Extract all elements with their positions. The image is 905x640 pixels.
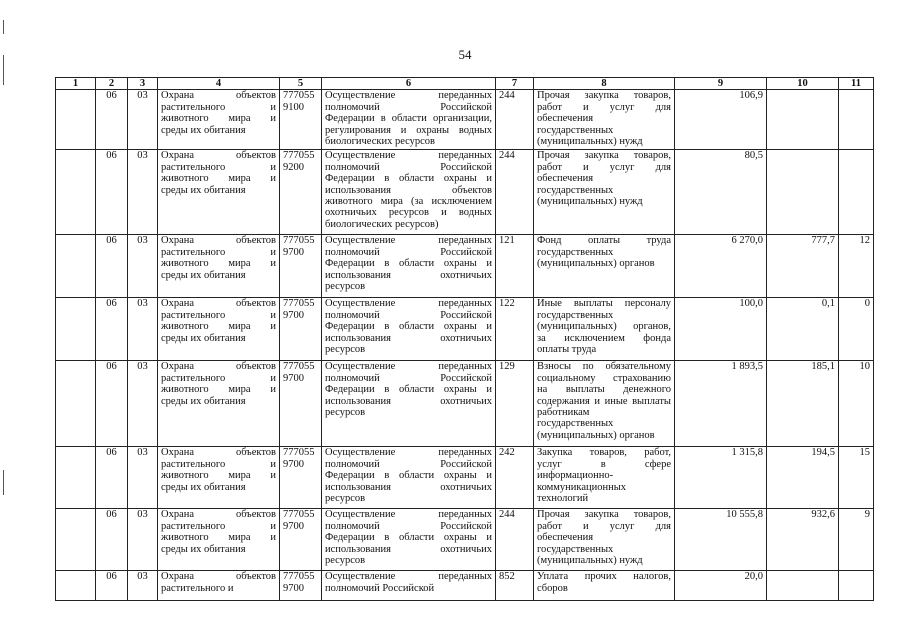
cell-subsection-name (158, 361, 280, 447)
cell-section: 06 (96, 361, 128, 447)
cell-amount-plan: 100,0 (675, 298, 767, 361)
cell-percent (839, 90, 874, 150)
cell-line: 9100 (283, 101, 304, 113)
cell-line: ресурсов (325, 493, 366, 505)
cell-percent (839, 150, 874, 235)
cell-line: использования охотничьих (325, 481, 492, 493)
cell-line: Охрана объектов (161, 90, 276, 102)
cell-line: 9700 (283, 246, 304, 258)
cell-line: государственных (537, 543, 614, 555)
cell-line: коммуникационных (537, 481, 627, 493)
cell-line: Федерации в области охраны и (325, 321, 492, 333)
page-number: 54 (458, 47, 472, 62)
table-row (56, 509, 874, 571)
cell-col1 (56, 235, 96, 298)
cell-line: использования охотничьих (325, 395, 492, 407)
cell-subsection-name (158, 235, 280, 298)
cell-line: растительного и (161, 161, 276, 173)
cell-line: обеспечения (537, 173, 594, 185)
cell-section: 06 (96, 298, 128, 361)
cell-line: 9700 (283, 520, 304, 532)
cell-line: полномочий Российской (325, 246, 492, 258)
cell-line: сборов (537, 582, 568, 594)
cell-line: государственных (537, 246, 614, 258)
cell-line: Осуществление переданных (325, 361, 492, 373)
cell-line: работ и услуг для (537, 520, 671, 532)
cell-line: ресурсов (325, 281, 366, 293)
cell-subsection: 03 (128, 509, 158, 571)
cell-line: животного мира и (161, 384, 276, 396)
cell-amount-plan: 20,0 (675, 571, 767, 601)
cell-line: животного мира (за исключением (325, 196, 492, 208)
cell-line: Федерации в области охраны и (325, 258, 492, 270)
cell-expense-type: 244 (496, 509, 534, 571)
cell-subsection: 03 (128, 90, 158, 150)
cell-expense-name (534, 361, 675, 447)
cell-line: Взносы по обязательному (537, 361, 671, 373)
cell-col1 (56, 150, 96, 235)
cell-line: растительного и (161, 582, 234, 594)
table-row (56, 298, 874, 361)
cell-amount-plan: 106,9 (675, 90, 767, 150)
column-header-6: 6 (322, 78, 496, 90)
cell-amount-actual (767, 571, 839, 601)
cell-subsection-name (158, 150, 280, 235)
cell-expense-type: 122 (496, 298, 534, 361)
cell-line: животного мира и (161, 173, 276, 185)
cell-line: 777055 (283, 235, 315, 247)
column-header-8: 8 (534, 78, 675, 90)
cell-line: Прочая закупка товаров, (537, 509, 671, 521)
column-header-11: 11 (839, 78, 874, 90)
cell-line: 9700 (283, 372, 304, 384)
cell-section: 06 (96, 447, 128, 509)
cell-subsection-name (158, 447, 280, 509)
cell-line: Осуществление переданных (325, 298, 492, 310)
cell-line: полномочий Российской (325, 458, 492, 470)
table-row (56, 150, 874, 235)
cell-line: полномочий Российской (325, 520, 492, 532)
cell-line: (муниципальных) нужд (537, 555, 643, 567)
cell-line: 777055 (283, 90, 315, 102)
cell-line: оплаты труда (537, 344, 597, 356)
cell-section: 06 (96, 571, 128, 601)
cell-col1 (56, 298, 96, 361)
cell-col1 (56, 571, 96, 601)
cell-line: среды их обитания (161, 543, 246, 555)
column-header-4: 4 (158, 78, 280, 90)
cell-amount-actual (767, 90, 839, 150)
cell-subsection: 03 (128, 150, 158, 235)
cell-line: Федерации в области охраны и (325, 470, 492, 482)
cell-percent (839, 571, 874, 601)
cell-line: Фонд оплаты труда (537, 235, 671, 247)
cell-expense-type: 242 (496, 447, 534, 509)
cell-subsection-name (158, 298, 280, 361)
cell-line: Федерации в области охраны и (325, 532, 492, 544)
cell-line: животного мира и (161, 113, 276, 125)
cell-percent: 12 (839, 235, 874, 298)
cell-subsection: 03 (128, 298, 158, 361)
cell-line: государственных (537, 124, 614, 136)
cell-line: 777055 (283, 509, 315, 521)
cell-line: ресурсов (325, 407, 366, 419)
cell-line: Охрана объектов (161, 509, 276, 521)
table-body (56, 90, 874, 601)
scan-edge-mark (3, 20, 4, 34)
cell-line: использования охотничьих (325, 332, 492, 344)
cell-line: растительного и (161, 246, 276, 258)
cell-line: растительного и (161, 309, 276, 321)
cell-line: полномочий Российской (325, 582, 435, 594)
cell-line: Уплата прочих налогов, (537, 571, 671, 583)
table-row (56, 90, 874, 150)
cell-line: растительного и (161, 520, 276, 532)
cell-subsection-name (158, 571, 280, 601)
cell-line: (муниципальных) органов (537, 429, 655, 441)
column-header-9: 9 (675, 78, 767, 90)
cell-target-article (280, 298, 322, 361)
cell-amount-actual (767, 150, 839, 235)
cell-line: Охрана объектов (161, 235, 276, 247)
cell-line: Иные выплаты персоналу (537, 298, 671, 310)
column-header-1: 1 (56, 78, 96, 90)
cell-line: Охрана объектов (161, 150, 276, 162)
cell-target-article (280, 150, 322, 235)
cell-line: информационно- (537, 470, 614, 482)
cell-amount-plan: 10 555,8 (675, 509, 767, 571)
cell-section: 06 (96, 90, 128, 150)
cell-target-article (280, 361, 322, 447)
cell-line: Федерации в области организации, (325, 113, 492, 125)
cell-line: Федерации в области охраны и (325, 173, 492, 185)
cell-line: растительного и (161, 372, 276, 384)
cell-line: среды их обитания (161, 124, 246, 136)
cell-line: услуг в сфере (537, 458, 671, 470)
cell-line: биологических ресурсов (325, 136, 436, 148)
cell-line: использования объектов (325, 184, 492, 196)
cell-expense-name (534, 235, 675, 298)
cell-section: 06 (96, 235, 128, 298)
scan-edge-mark (3, 55, 4, 85)
cell-line: среды их обитания (161, 332, 246, 344)
cell-line: 9200 (283, 161, 304, 173)
cell-line: Охрана объектов (161, 361, 276, 373)
cell-line: животного мира и (161, 321, 276, 333)
cell-article-name (322, 298, 496, 361)
cell-line: растительного и (161, 101, 276, 113)
cell-percent: 10 (839, 361, 874, 447)
cell-line: Охрана объектов (161, 571, 276, 583)
cell-line: животного мира и (161, 258, 276, 270)
cell-line: государственных (537, 418, 614, 430)
cell-line: Осуществление переданных (325, 235, 492, 247)
cell-target-article (280, 509, 322, 571)
cell-amount-plan: 1 893,5 (675, 361, 767, 447)
cell-line: 777055 (283, 150, 315, 162)
cell-expense-name (534, 90, 675, 150)
cell-amount-plan: 1 315,8 (675, 447, 767, 509)
cell-line: государственных (537, 184, 614, 196)
cell-line: содержания и иные выплаты (537, 395, 671, 407)
cell-line: (муниципальных) органов, (537, 321, 671, 333)
cell-subsection: 03 (128, 571, 158, 601)
cell-line: работ и услуг для (537, 161, 671, 173)
cell-line: Осуществление переданных (325, 90, 492, 102)
cell-line: 777055 (283, 447, 315, 459)
cell-amount-plan: 6 270,0 (675, 235, 767, 298)
cell-line: 9700 (283, 458, 304, 470)
cell-amount-plan: 80,5 (675, 150, 767, 235)
cell-line: 9700 (283, 309, 304, 321)
cell-section: 06 (96, 150, 128, 235)
cell-line: на выплаты денежного (537, 384, 671, 396)
cell-line: 777055 (283, 361, 315, 373)
cell-section: 06 (96, 509, 128, 571)
cell-line: Осуществление переданных (325, 150, 492, 162)
column-header-5: 5 (280, 78, 322, 90)
cell-line: растительного и (161, 458, 276, 470)
cell-subsection-name (158, 90, 280, 150)
cell-line: (муниципальных) нужд (537, 136, 643, 148)
table-row (56, 447, 874, 509)
table-row (56, 361, 874, 447)
cell-expense-name (534, 447, 675, 509)
cell-subsection: 03 (128, 235, 158, 298)
cell-line: (муниципальных) нужд (537, 196, 643, 208)
cell-col1 (56, 447, 96, 509)
cell-expense-name (534, 509, 675, 571)
cell-amount-actual: 932,6 (767, 509, 839, 571)
cell-article-name (322, 90, 496, 150)
cell-line: 9700 (283, 582, 304, 594)
cell-target-article (280, 447, 322, 509)
cell-line: Осуществление переданных (325, 571, 492, 583)
cell-target-article (280, 235, 322, 298)
cell-line: полномочий Российской (325, 101, 492, 113)
cell-line: регулирования и охраны водных (325, 124, 492, 136)
column-header-7: 7 (496, 78, 534, 90)
cell-expense-name (534, 298, 675, 361)
cell-line: работникам (537, 407, 590, 419)
scan-edge-mark (3, 470, 4, 495)
cell-amount-actual: 194,5 (767, 447, 839, 509)
cell-line: животного мира и (161, 532, 276, 544)
cell-col1 (56, 90, 96, 150)
cell-article-name (322, 571, 496, 601)
cell-line: технологий (537, 493, 589, 505)
cell-line: биологических ресурсов) (325, 218, 439, 230)
cell-amount-actual: 0,1 (767, 298, 839, 361)
cell-line: животного мира и (161, 470, 276, 482)
cell-percent: 0 (839, 298, 874, 361)
cell-line: ресурсов (325, 555, 366, 567)
cell-line: Закупка товаров, работ, (537, 447, 671, 459)
budget-table (55, 77, 874, 601)
cell-line: использования охотничьих (325, 269, 492, 281)
cell-percent: 9 (839, 509, 874, 571)
cell-line: Охрана объектов (161, 447, 276, 459)
cell-article-name (322, 361, 496, 447)
cell-expense-type: 244 (496, 150, 534, 235)
cell-expense-type: 852 (496, 571, 534, 601)
cell-expense-type: 121 (496, 235, 534, 298)
cell-line: ресурсов (325, 344, 366, 356)
cell-line: Прочая закупка товаров, (537, 150, 671, 162)
cell-line: Осуществление переданных (325, 509, 492, 521)
column-header-2: 2 (96, 78, 128, 90)
cell-line: за исключением фонда (537, 332, 671, 344)
cell-line: Осуществление переданных (325, 447, 492, 459)
cell-line: обеспечения (537, 113, 594, 125)
cell-article-name (322, 509, 496, 571)
cell-line: 777055 (283, 298, 315, 310)
cell-col1 (56, 361, 96, 447)
cell-line: (муниципальных) органов (537, 258, 655, 270)
cell-line: полномочий Российской (325, 309, 492, 321)
cell-line: охотничьих ресурсов и водных (325, 207, 492, 219)
cell-amount-actual: 185,1 (767, 361, 839, 447)
cell-line: среды их обитания (161, 269, 246, 281)
cell-line: Федерации в области охраны и (325, 384, 492, 396)
cell-target-article (280, 90, 322, 150)
cell-col1 (56, 509, 96, 571)
column-header-3: 3 (128, 78, 158, 90)
cell-line: среды их обитания (161, 395, 246, 407)
cell-line: Охрана объектов (161, 298, 276, 310)
cell-article-name (322, 447, 496, 509)
cell-subsection: 03 (128, 361, 158, 447)
header-row (56, 78, 874, 90)
cell-line: среды их обитания (161, 481, 246, 493)
table-row (56, 235, 874, 298)
cell-line: среды их обитания (161, 184, 246, 196)
cell-line: использования охотничьих (325, 543, 492, 555)
cell-expense-type: 129 (496, 361, 534, 447)
cell-expense-type: 244 (496, 90, 534, 150)
cell-line: работ и услуг для (537, 101, 671, 113)
cell-article-name (322, 235, 496, 298)
cell-line: Прочая закупка товаров, (537, 90, 671, 102)
column-header-10: 10 (767, 78, 839, 90)
cell-percent: 15 (839, 447, 874, 509)
cell-expense-name (534, 150, 675, 235)
cell-expense-name (534, 571, 675, 601)
cell-line: социальному страхованию (537, 372, 671, 384)
cell-article-name (322, 150, 496, 235)
cell-line: государственных (537, 309, 614, 321)
cell-subsection-name (158, 509, 280, 571)
cell-line: 777055 (283, 571, 315, 583)
table-row (56, 571, 874, 601)
cell-line: обеспечения (537, 532, 594, 544)
cell-line: полномочий Российской (325, 161, 492, 173)
cell-line: полномочий Российской (325, 372, 492, 384)
cell-target-article (280, 571, 322, 601)
cell-subsection: 03 (128, 447, 158, 509)
cell-amount-actual: 777,7 (767, 235, 839, 298)
